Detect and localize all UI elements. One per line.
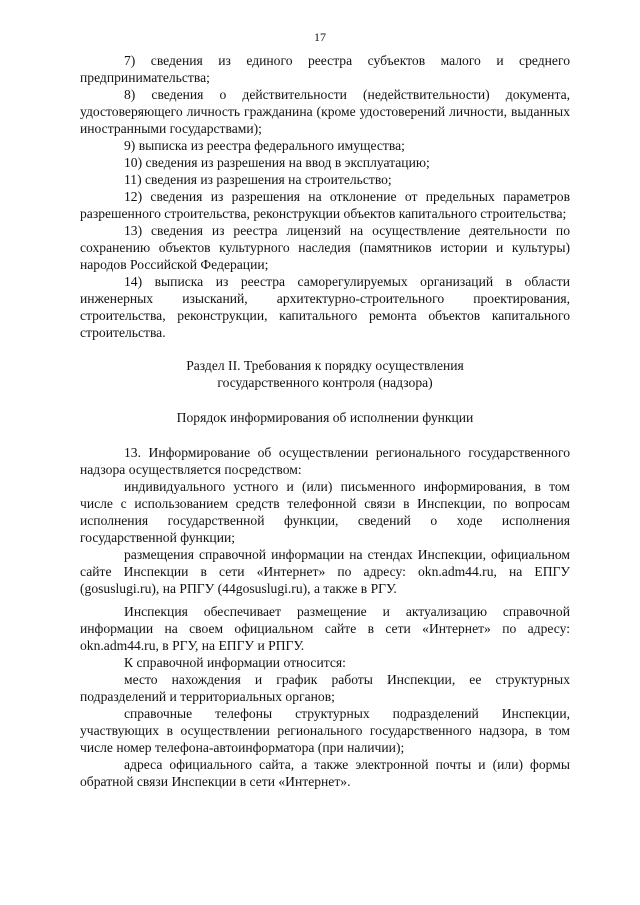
section-title-line1: Раздел II. Требования к порядку осуществления	[186, 358, 464, 373]
paragraph: индивидуального устного и (или) письменного информирования, в том числе с использованием средств телефонной связи в Инспекции, по вопросам исполнения государственной функции, сведений о ходе исполнения государственной функции;	[80, 479, 570, 545]
list-item: 9) выписка из реестра федерального имущества;	[124, 138, 405, 153]
list-item: 13) сведения из реестра лицензий на осуществление деятельности по сохранению объектов культурного наследия (памятников истории и культуры) народов Российской Федерации;	[80, 223, 570, 272]
document-body	[80, 52, 570, 790]
section-title-line2: государственного контроля (надзора)	[217, 375, 433, 390]
paragraph: Инспекция обеспечивает размещение и актуализацию справочной информации на своем официальном сайте в сети «Интернет» по адресу: okn.adm44.ru, в РГУ, на ЕПГУ и РПГУ.	[80, 604, 570, 653]
page-number: 17	[314, 30, 326, 44]
paragraph: К справочной информации относится:	[124, 655, 346, 670]
paragraph: адреса официального сайта, а также электронной почты и (или) формы обратной связи Инспекции в сети «Интернет».	[80, 757, 570, 789]
paragraph: 13. Информирование об осуществлении регионального государственного надзора осуществляется посредством:	[80, 445, 570, 477]
list-item: 11) сведения из разрешения на строительство;	[124, 172, 392, 187]
list-item: 7) сведения из единого реестра субъектов малого и среднего предпринимательства;	[80, 53, 570, 85]
list-item: 14) выписка из реестра саморегулируемых организаций в области инженерных изысканий, архитектурно-строительного проектирования, строительства, реконструкции, капитального ремонта объектов капитального строительства.	[80, 274, 570, 340]
list-item: 10) сведения из разрешения на ввод в эксплуатацию;	[124, 155, 430, 170]
paragraph: место нахождения и график работы Инспекции, ее структурных подразделений и территориальных органов;	[80, 672, 570, 704]
list-item: 8) сведения о действительности (недействительности) документа, удостоверяющего личность гражданина (кроме удостоверений личности, выданных иностранными государствами);	[80, 87, 570, 136]
paragraph: размещения справочной информации на стендах Инспекции, официальном сайте Инспекции в сети «Интернет» по адресу: okn.adm44.ru, на ЕПГУ (gosuslugi.ru), на РПГУ (44gosuslugi.ru), а также в РГУ.	[80, 547, 570, 596]
paragraph: справочные телефоны структурных подразделений Инспекции, участвующих в осуществлении регионального государственного надзора, в том числе номер телефона-автоинформатора (при наличии);	[80, 706, 570, 755]
subsection-title: Порядок информирования об исполнении функции	[176, 410, 474, 425]
list-item: 12) сведения из разрешения на отклонение от предельных параметров разрешенного строительства, реконструкции объектов капитального строительства;	[80, 189, 570, 221]
